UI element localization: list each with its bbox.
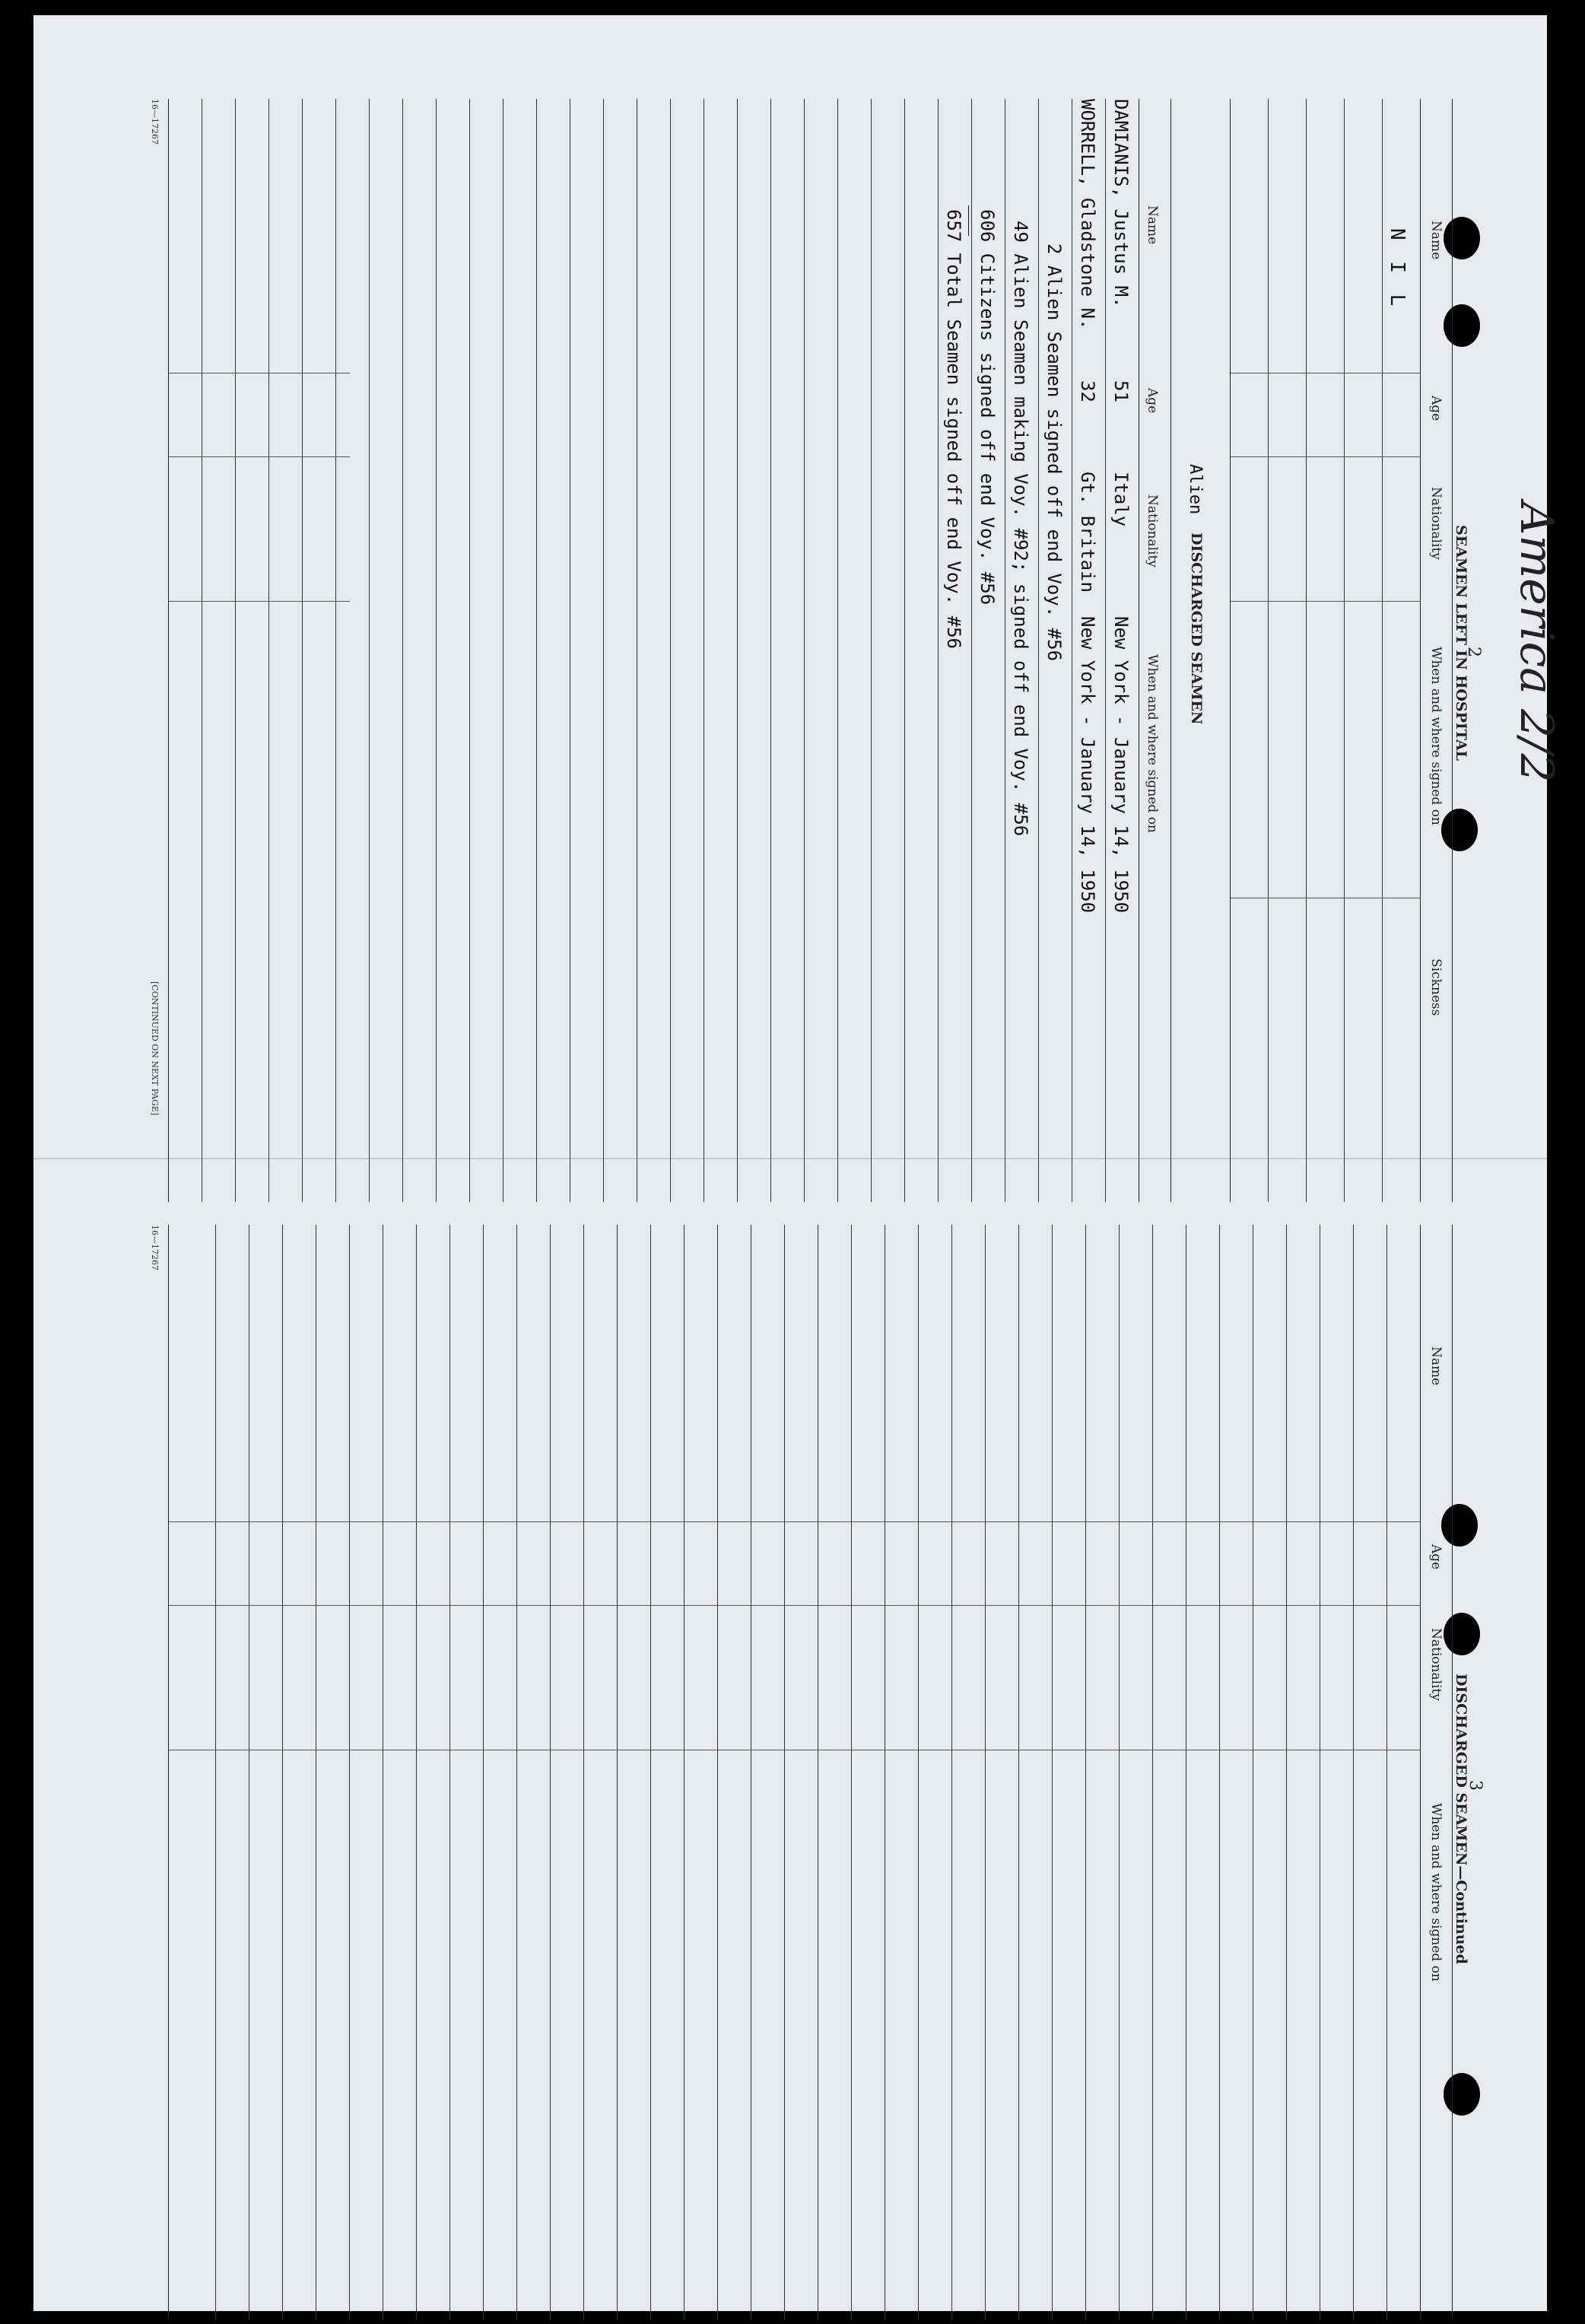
col-header-age: Age [1428, 1544, 1444, 1570]
col-header-signed-on: When and where signed on [1428, 647, 1444, 825]
discharged-continued-title: DISCHARGED SEAMEN—Continued [1453, 1674, 1469, 1964]
continued-note: [CONTINUED ON NEXT PAGE] [150, 981, 160, 1116]
hospital-entry-nil: N I L [1386, 228, 1409, 311]
discharged-title: DISCHARGED SEAMEN [1188, 533, 1205, 725]
seaman-age: 51 [1110, 380, 1132, 402]
summary-line: 606 Citizens signed off end Voy. #56 [977, 209, 998, 606]
hospital-title: SEAMEN LEFT IN HOSPITAL [1453, 525, 1469, 761]
handwritten-note: America 2/2 [1510, 502, 1563, 783]
col-header-nationality: Nationality [1428, 1628, 1444, 1701]
seaman-nationality: Italy [1110, 472, 1132, 527]
col-header-sickness: Sickness [1428, 959, 1444, 1016]
col-header-age: Age [1428, 396, 1444, 421]
col-header-name: Name [1428, 221, 1444, 260]
col-header-age: Age [1145, 388, 1160, 414]
seaman-nationality: Gt. Britain [1077, 472, 1098, 593]
col-header-nationality: Nationality [1428, 487, 1444, 560]
seaman-name: DAMIANIS, Justus M. [1110, 99, 1132, 308]
summary-line: 49 Alien Seamen making Voy. #92; signed off end Voy. #56 [1010, 221, 1031, 837]
page-3 [114, 1225, 1485, 2320]
seaman-age: 32 [1077, 380, 1098, 402]
seaman-signed-on: New York - January 14, 1950 [1077, 616, 1098, 914]
seaman-signed-on: New York - January 14, 1950 [1110, 616, 1132, 914]
page-number: 2 [1464, 647, 1483, 657]
summary-line: 2 Alien Seamen signed off end Voy. #56 [1043, 243, 1065, 662]
page-number: 3 [1466, 1780, 1485, 1791]
page-2 [114, 99, 1563, 1202]
form-number: 16—17267 [150, 1225, 160, 1270]
col-header-name: Name [1428, 1346, 1444, 1386]
col-header-nationality: Nationality [1145, 494, 1160, 567]
col-header-signed-on: When and where signed on [1428, 1803, 1444, 1982]
col-header-signed-on: When and where signed on [1145, 654, 1160, 833]
form-number: 16—17267 [150, 99, 160, 145]
col-header-name: Name [1145, 205, 1160, 245]
summary-line: 657 Total Seamen signed off end Voy. #56 [943, 209, 964, 649]
seaman-name: WORRELL, Gladstone N. [1077, 99, 1098, 330]
discharged-title-prefix: Alien [1186, 464, 1205, 515]
